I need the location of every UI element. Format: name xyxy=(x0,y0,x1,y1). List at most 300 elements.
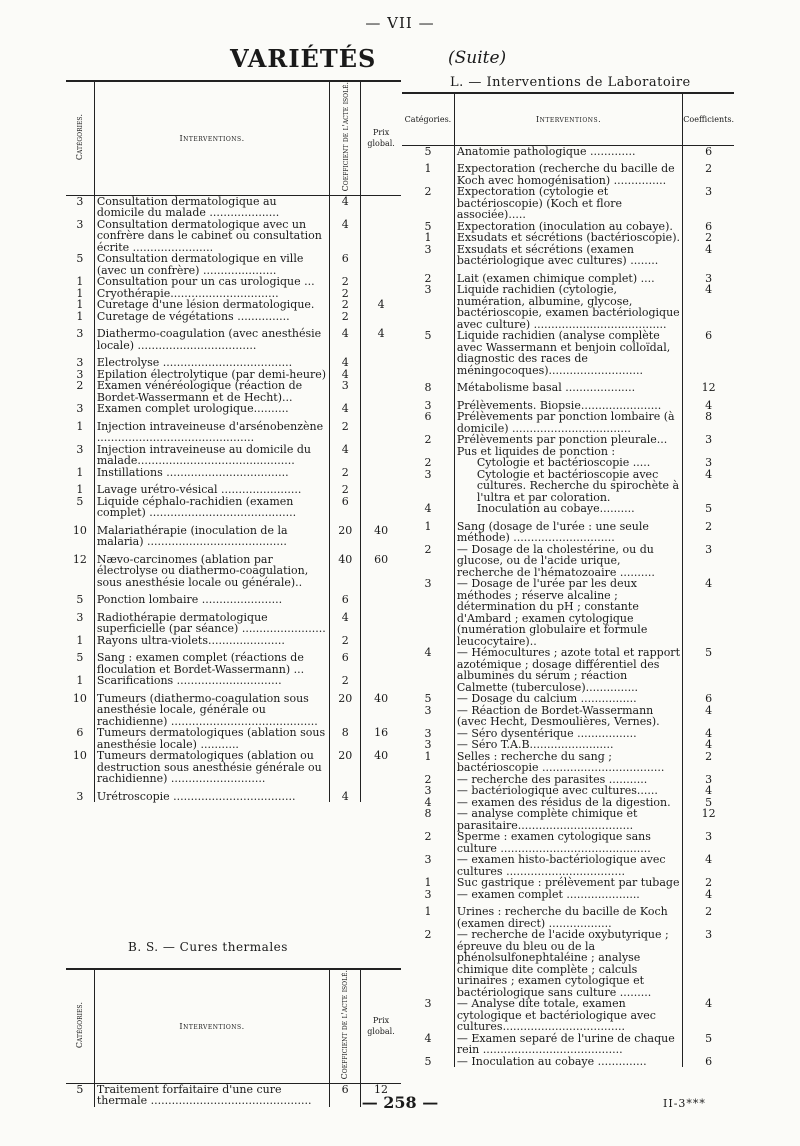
category-cell: 5 xyxy=(402,1056,454,1068)
category-cell: 6 xyxy=(402,411,454,434)
intervention-cell: Epilation électrolytique (par demi-heure) xyxy=(94,369,330,381)
category-cell: 1 xyxy=(402,751,454,774)
coefficient-cell: 2 xyxy=(330,299,361,311)
lab-section-title: L. — Interventions de Laboratoire xyxy=(450,75,691,90)
category-cell: 3 xyxy=(402,785,454,797)
intervention-cell: Examen complet urologique.......... xyxy=(94,403,330,415)
category-cell: 1 xyxy=(66,421,94,444)
intervention-cell: Lait (examen chimique complet) .... xyxy=(454,273,682,285)
prix-cell xyxy=(361,219,401,254)
coefficient-cell: 6 xyxy=(330,1083,361,1107)
category-cell: 1 xyxy=(66,311,94,323)
intervention-cell: Rayons ultra-violets...................... xyxy=(94,635,330,647)
table-row xyxy=(402,889,734,901)
intervention-cell: Expectoration (recherche du bacille de Koch avec homogénisation) ............... xyxy=(454,163,682,186)
category-cell: 3 xyxy=(66,357,94,369)
category-cell: 2 xyxy=(402,273,454,285)
coefficient-cell: 3 xyxy=(705,271,713,285)
intervention-cell: Nævo-carcinomes (ablation par électrolyse ou diathermo-coagulation, sous anesthésie locale ou générale).. xyxy=(94,554,330,589)
intervention-cell: Sang (dosage de l'urée : une seule méthode) ............................. xyxy=(454,521,682,544)
prix-cell xyxy=(361,484,401,496)
intervention-cell: Consultation dermatologique avec un confrère dans le cabinet ou consultation écrite ....................... xyxy=(94,219,330,254)
prix-cell: 16 xyxy=(374,726,389,740)
coefficient-cell: 4 xyxy=(705,242,713,256)
intervention-cell: Expectoration (inoculation au cobaye). xyxy=(454,221,682,233)
coefficient-cell: 4 xyxy=(705,853,713,866)
coefficient-cell: 20 xyxy=(330,525,361,548)
table-row xyxy=(402,503,734,515)
intervention-cell: — Dosage de l'urée par les deux méthodes ; réserve alcaline ; détermination du pH ; constante d'Ambard ; examen cytologique (numération globulaire et formule leucocytaire).. xyxy=(454,578,682,647)
coefficient-cell: 3 xyxy=(330,380,361,403)
coefficient-cell: 3 xyxy=(705,185,713,198)
coefficient-cell: 4 xyxy=(330,357,361,369)
intervention-cell: — bactériologique avec cultures...... xyxy=(454,785,682,797)
intervention-cell: Curetage d'une lésion dermatologique. xyxy=(94,299,330,311)
col-header-prix: Prix global. xyxy=(367,1015,395,1037)
coefficient-cell: 12 xyxy=(701,807,716,820)
prix-cell: 4 xyxy=(377,327,385,341)
table-row xyxy=(66,525,401,548)
coefficient-cell: 8 xyxy=(330,727,361,750)
prix-cell xyxy=(361,403,401,415)
category-cell: 3 xyxy=(402,284,454,330)
coefficient-cell: 4 xyxy=(330,369,361,381)
intervention-cell: Injection intraveineuse au domicile du malade............................................. xyxy=(94,444,330,467)
table-row xyxy=(402,244,734,267)
prix-cell xyxy=(361,421,401,444)
table-row xyxy=(402,284,734,330)
coefficient-cell: 4 xyxy=(705,784,713,797)
coefficient-cell: 20 xyxy=(330,750,361,785)
intervention-cell: Tumeurs dermatologiques (ablation sous anesthésie locale) ........... xyxy=(94,727,330,750)
table-row xyxy=(66,791,401,803)
table-row xyxy=(402,705,734,728)
category-cell: 3 xyxy=(66,328,94,351)
table-row xyxy=(402,469,734,504)
category-cell: 1 xyxy=(402,232,454,244)
coefficient-cell: 4 xyxy=(705,283,713,296)
category-cell: 10 xyxy=(66,525,94,548)
category-cell: 3 xyxy=(402,578,454,647)
coefficient-cell: 2 xyxy=(705,519,713,533)
intervention-cell: — recherche des parasites ........... xyxy=(454,774,682,786)
table-row xyxy=(66,311,401,323)
col-header-coefficient: Coefficient de l'acte isolé. xyxy=(330,81,361,195)
table-body xyxy=(66,195,401,802)
category-cell: 5 xyxy=(66,652,94,675)
coefficient-cell: 4 xyxy=(705,887,713,901)
category-cell: 2 xyxy=(402,186,454,221)
laboratory-table xyxy=(402,92,734,1067)
table-row xyxy=(66,467,401,479)
coefficient-cell: 3 xyxy=(705,928,713,941)
coefficient-cell: 4 xyxy=(705,703,713,717)
coefficient-cell: 6 xyxy=(330,496,361,519)
coefficient-cell: 2 xyxy=(330,276,361,288)
table-row xyxy=(66,727,401,750)
coefficient-cell: 4 xyxy=(705,398,713,412)
prix-cell: 60 xyxy=(374,552,389,566)
col-header-prix: Prix global. xyxy=(367,127,395,149)
intervention-cell: Exsudats et sécrétions (bactérioscopie). xyxy=(454,232,682,244)
table-row xyxy=(402,163,734,186)
prix-cell xyxy=(361,675,401,687)
prix-cell xyxy=(361,467,401,479)
category-cell: 5 xyxy=(66,1083,94,1107)
category-cell: 2 xyxy=(66,380,94,403)
coefficient-cell: 4 xyxy=(705,997,713,1010)
table-row xyxy=(402,693,734,705)
category-cell: 12 xyxy=(66,554,94,589)
coefficient-cell: 3 xyxy=(705,456,713,469)
table-row xyxy=(402,906,734,929)
intervention-cell: Urines : recherche du bacille de Koch (examen direct) .................. xyxy=(454,906,682,929)
table-row xyxy=(402,544,734,579)
table-row xyxy=(402,877,734,889)
coefficient-cell: 6 xyxy=(705,144,713,158)
col-header-interventions: Interventions. xyxy=(94,81,330,195)
intervention-cell: — recherche de l'acide oxybutyrique ; épreuve du bleu ou de la phénolsulfonephtaléine ; analyse chimique dite complète ; calculs urinaires ; examen cytologique et bactériologique sans culture ......... xyxy=(454,929,682,998)
table-row xyxy=(66,750,401,785)
intervention-cell: — examen histo-bactériologique avec cultures .................................. xyxy=(454,854,682,877)
category-cell: 5 xyxy=(66,496,94,519)
category-cell: 3 xyxy=(66,219,94,254)
table-row xyxy=(402,998,734,1033)
table-row xyxy=(66,554,401,589)
table-row xyxy=(66,328,401,351)
prix-cell xyxy=(361,652,401,675)
table-row xyxy=(402,411,734,434)
intervention-cell: Diathermo-coagulation (avec anesthésie locale) .................................. xyxy=(94,328,330,351)
coefficient-cell: 4 xyxy=(705,738,713,751)
intervention-cell: Tumeurs dermatologiques (ablation ou destruction sous anesthésie générale ou rachidienne) ........................... xyxy=(94,750,330,785)
prix-cell: 4 xyxy=(377,298,385,312)
coefficient-cell: 3 xyxy=(705,433,713,446)
category-cell: 4 xyxy=(402,647,454,693)
coefficient-cell: 2 xyxy=(330,484,361,496)
page-roman-number: — VII — xyxy=(365,14,435,32)
intervention-cell: Examen vénéréologique (réaction de Bordet-Wassermann et de Hecht)... xyxy=(94,380,330,403)
category-cell: 5 xyxy=(66,253,94,276)
intervention-cell: Prélèvements par ponction lombaire (à domicile) .................................. xyxy=(454,411,682,434)
coefficient-cell: 2 xyxy=(330,288,361,300)
category-cell: 3 xyxy=(402,854,454,877)
coefficient-cell: 2 xyxy=(330,635,361,647)
col-header-interventions: Interventions. xyxy=(94,969,329,1083)
coefficient-cell: 6 xyxy=(705,219,713,233)
intervention-cell: Malariathérapie (inoculation de la malaria) ........................................ xyxy=(94,525,330,548)
col-header-coefficient: Coefficient de l'acte isolé. xyxy=(330,969,361,1083)
table-row xyxy=(402,232,734,244)
coefficient-cell: 5 xyxy=(705,502,713,515)
category-cell: 2 xyxy=(402,434,454,446)
category-cell: 3 xyxy=(402,889,454,901)
prix-cell xyxy=(361,357,401,369)
table-row xyxy=(402,330,734,376)
intervention-cell: Traitement forfaitaire d'une cure thermale .............................................. xyxy=(94,1083,329,1107)
category-cell: 8 xyxy=(402,382,454,394)
category-cell: 1 xyxy=(66,276,94,288)
intervention-cell: — Séro dysentérique ................. xyxy=(454,728,682,740)
category-cell: 1 xyxy=(66,484,94,496)
category-cell: 8 xyxy=(402,808,454,831)
category-cell: 6 xyxy=(66,727,94,750)
category-cell: 1 xyxy=(402,163,454,186)
category-cell: 5 xyxy=(402,221,454,233)
category-cell: 5 xyxy=(66,594,94,606)
table-header-row xyxy=(66,81,401,195)
prix-cell xyxy=(361,496,401,519)
table-row xyxy=(402,186,734,221)
coefficient-cell: 4 xyxy=(705,467,713,481)
table-header-row xyxy=(402,93,734,145)
category-cell: 4 xyxy=(402,1033,454,1056)
col-header-categories: Catégories. xyxy=(66,969,94,1083)
coefficient-cell: 3 xyxy=(705,542,713,556)
table-row xyxy=(66,444,401,467)
coefficient-cell: 6 xyxy=(705,329,713,342)
intervention-cell: Electrolyse ..................................... xyxy=(94,357,330,369)
table-row xyxy=(402,647,734,693)
intervention-cell: Radiothérapie dermatologique superficielle (par séance) ........................ xyxy=(94,612,330,635)
category-cell: 1 xyxy=(66,288,94,300)
category-cell: 3 xyxy=(66,195,94,219)
intervention-cell: Sang : examen complet (réactions de floculation et Bordet-Wassermann) ... xyxy=(94,652,330,675)
intervention-cell: — Dosage de la cholestérine, ou du glucose, ou de l'acide urique, recherche de l'hématozoaire .......... xyxy=(454,544,682,579)
table-header-row xyxy=(66,969,401,1083)
intervention-cell: Curetage de végétations ............... xyxy=(94,311,330,323)
prix-cell xyxy=(361,791,401,803)
table-row xyxy=(402,929,734,998)
table-row xyxy=(402,382,734,394)
table-row xyxy=(66,652,401,675)
prix-cell: 40 xyxy=(374,749,389,763)
col-header-categories: Catégories. xyxy=(66,81,94,195)
prix-cell: 40 xyxy=(374,523,389,537)
intervention-cell: Prélèvements par ponction pleurale... xyxy=(454,434,682,446)
table-row xyxy=(402,808,734,831)
page-number: — 258 — xyxy=(361,1093,439,1112)
table-row xyxy=(402,739,734,751)
table-row xyxy=(66,219,401,254)
prix-cell xyxy=(361,369,401,381)
category-cell: 3 xyxy=(66,444,94,467)
intervention-cell: Consultation dermatologique en ville (avec un confrère) ..................... xyxy=(94,253,330,276)
table-row xyxy=(66,675,401,687)
intervention-cell: Injection intraveineuse d'arsénobenzène ............................................. xyxy=(94,421,330,444)
coefficient-cell: 2 xyxy=(330,421,361,444)
coefficient-cell: 6 xyxy=(705,692,713,705)
coefficient-cell: 4 xyxy=(330,403,361,415)
coefficient-cell: 8 xyxy=(705,410,713,423)
coefficient-cell: 5 xyxy=(705,795,713,809)
coefficient-cell: 5 xyxy=(705,646,713,659)
category-cell: 3 xyxy=(66,369,94,381)
category-cell: 3 xyxy=(402,728,454,740)
intervention-cell: Urétroscopie ................................... xyxy=(94,791,330,803)
category-cell: 4 xyxy=(402,797,454,809)
table-row xyxy=(402,785,734,797)
prix-cell xyxy=(361,594,401,606)
intervention-cell: Cytologie et bactérioscopie ..... xyxy=(454,457,682,469)
intervention-cell: — Réaction de Bordet-Wassermann (avec Hecht, Desmoulières, Vernes). xyxy=(454,705,682,728)
cures-section-title: B. S. — Cures thermales xyxy=(128,940,288,954)
coefficient-cell: 20 xyxy=(330,693,361,728)
intervention-cell: — Séro T.A.B........................ xyxy=(454,739,682,751)
table-row xyxy=(66,496,401,519)
prix-cell: 40 xyxy=(374,691,389,705)
category-cell: 1 xyxy=(66,635,94,647)
table-row xyxy=(402,751,734,774)
table-row xyxy=(402,854,734,877)
coefficient-cell: 3 xyxy=(705,772,713,786)
coefficient-cell: 4 xyxy=(705,577,713,590)
category-cell: 3 xyxy=(66,403,94,415)
intervention-cell: Anatomie pathologique ............. xyxy=(454,145,682,157)
category-cell: 4 xyxy=(402,503,454,515)
table-row xyxy=(66,380,401,403)
category-cell: 5 xyxy=(402,330,454,376)
col-header-coefficients: Coefficients. xyxy=(683,114,734,124)
category-cell: 2 xyxy=(402,831,454,854)
category-cell: 3 xyxy=(402,469,454,504)
coefficient-cell: 4 xyxy=(330,612,361,635)
table-row xyxy=(66,403,401,415)
category-cell: 5 xyxy=(402,145,454,157)
category-cell: 3 xyxy=(402,998,454,1033)
prix-cell xyxy=(361,195,401,219)
category-cell: 1 xyxy=(66,299,94,311)
prix-cell xyxy=(361,380,401,403)
table-row xyxy=(402,1033,734,1056)
coefficient-cell: 2 xyxy=(330,467,361,479)
table-row xyxy=(66,421,401,444)
category-cell: 10 xyxy=(66,750,94,785)
intervention-cell: Selles : recherche du sang ; bactérioscopie ................................... xyxy=(454,751,682,774)
intervention-cell: Sperme : examen cytologique sans culture ........................................... xyxy=(454,831,682,854)
category-cell: 1 xyxy=(402,521,454,544)
page-title: VARIÉTÉS xyxy=(230,44,377,73)
table-row xyxy=(402,831,734,854)
table-row xyxy=(402,578,734,647)
prix-cell xyxy=(361,612,401,635)
coefficient-cell: 4 xyxy=(330,219,361,254)
intervention-cell: Exsudats et sécrétions (examen bactériologique avec cultures) ........ xyxy=(454,244,682,267)
intervention-cell: Pus et liquides de ponction : xyxy=(454,446,682,458)
prix-cell xyxy=(361,276,401,288)
coefficient-cell: 4 xyxy=(330,444,361,467)
table-row xyxy=(66,635,401,647)
category-cell: 1 xyxy=(402,877,454,889)
intervention-cell: Scarifications .............................. xyxy=(94,675,330,687)
intervention-cell: — examen des résidus de la digestion. xyxy=(454,797,682,809)
cures-table xyxy=(66,968,401,1107)
category-cell: 3 xyxy=(402,400,454,412)
intervention-cell: Instillations ................................... xyxy=(94,467,330,479)
category-cell: 2 xyxy=(402,929,454,998)
table-body xyxy=(402,145,734,1067)
coefficient-cell: 6 xyxy=(705,1054,713,1068)
coefficient-cell: 2 xyxy=(705,231,713,244)
category-cell: 3 xyxy=(66,612,94,635)
intervention-cell: Liquide rachidien (analyse complète avec Wassermann et benjoin colloïdal, diagnostic des races de méningocoques)........................... xyxy=(454,330,682,376)
page-subtitle: (Suite) xyxy=(448,48,507,68)
coefficient-cell: 4 xyxy=(330,328,361,351)
table-row xyxy=(402,1056,734,1068)
table-row xyxy=(66,693,401,728)
intervention-cell: — Inoculation au cobaye .............. xyxy=(454,1056,682,1068)
coefficient-cell: 12 xyxy=(701,381,716,394)
intervention-cell: Cryothérapie............................... xyxy=(94,288,330,300)
intervention-cell: Prélèvements. Biopsie....................... xyxy=(454,400,682,412)
intervention-cell: Consultation pour un cas urologique ... xyxy=(94,276,330,288)
coefficient-cell: 4 xyxy=(705,726,713,740)
intervention-cell: — examen complet ..................... xyxy=(454,889,682,901)
category-cell: 1 xyxy=(402,906,454,929)
intervention-cell: Consultation dermatologique au domicile du malade .................... xyxy=(94,195,330,219)
intervention-cell: — Examen separé de l'urine de chaque rein ........................................ xyxy=(454,1033,682,1056)
table-row xyxy=(66,594,401,606)
prix-cell: 12 xyxy=(374,1082,389,1096)
category-cell: 2 xyxy=(402,544,454,579)
intervention-cell: Lavage urétro-vésical ....................... xyxy=(94,484,330,496)
page-reference: II-3*** xyxy=(663,1097,706,1110)
category-cell: 3 xyxy=(66,791,94,803)
coefficient-cell: 5 xyxy=(705,1031,713,1045)
category-cell: 2 xyxy=(402,457,454,469)
prix-cell xyxy=(361,253,401,276)
intervention-cell: Expectoration (cytologie et bactérioscopie) (Koch et flore associée)..... xyxy=(454,186,682,221)
category-cell: 10 xyxy=(66,693,94,728)
coefficient-cell: 40 xyxy=(330,554,361,589)
table-row xyxy=(66,195,401,219)
coefficient-cell: 6 xyxy=(330,594,361,606)
table-row xyxy=(402,521,734,544)
coefficient-cell: 4 xyxy=(330,195,361,219)
intervention-cell: Liquide rachidien (cytologie, numération, albumine, glycose, bactérioscopie, examen bactériologique avec culture) ...................................... xyxy=(454,284,682,330)
category-cell: 2 xyxy=(402,774,454,786)
intervention-cell: Tumeurs (diathermo-coagulation sous anesthésie locale, générale ou rachidienne) .......................................... xyxy=(94,693,330,728)
category-cell: 5 xyxy=(402,693,454,705)
table-row xyxy=(402,434,734,446)
intervention-cell: — analyse complète chimique et parasitaire................................. xyxy=(454,808,682,831)
coefficient-cell: 2 xyxy=(705,876,713,889)
coefficient-cell: 2 xyxy=(705,749,713,763)
intervention-cell: Cytologie et bactérioscopie avec cultures. Recherche du spirochète à l'ultra et par coloration. xyxy=(454,469,682,504)
prix-cell xyxy=(361,444,401,467)
coefficient-cell: 4 xyxy=(330,791,361,803)
category-cell: 1 xyxy=(66,675,94,687)
coefficient-cell: 3 xyxy=(705,830,713,843)
intervention-cell: — Hémocultures ; azote total et rapport azotémique ; dosage différentiel des albumines du sérum ; réaction Calmette (tuberculose)............... xyxy=(454,647,682,693)
col-header-interventions: Interventions. xyxy=(454,93,682,145)
intervention-cell: Suc gastrique : prélèvement par tubage xyxy=(454,877,682,889)
category-cell: 3 xyxy=(402,244,454,267)
coefficient-cell: 6 xyxy=(330,652,361,675)
intervention-cell: Inoculation au cobaye.......... xyxy=(454,503,682,515)
category-cell: 1 xyxy=(66,467,94,479)
category-cell: 3 xyxy=(402,739,454,751)
table-row xyxy=(66,253,401,276)
col-header-categories: Catégories. xyxy=(402,93,454,145)
table-row xyxy=(402,457,734,469)
intervention-cell: Ponction lombaire ....................... xyxy=(94,594,330,606)
coefficient-cell: 2 xyxy=(330,675,361,687)
intervention-cell: Liquide céphalo-rachidien (examen complet) .......................................... xyxy=(94,496,330,519)
intervention-cell: — Dosage du calcium ................ xyxy=(454,693,682,705)
prix-cell xyxy=(361,311,401,323)
dermatology-table xyxy=(66,80,401,802)
